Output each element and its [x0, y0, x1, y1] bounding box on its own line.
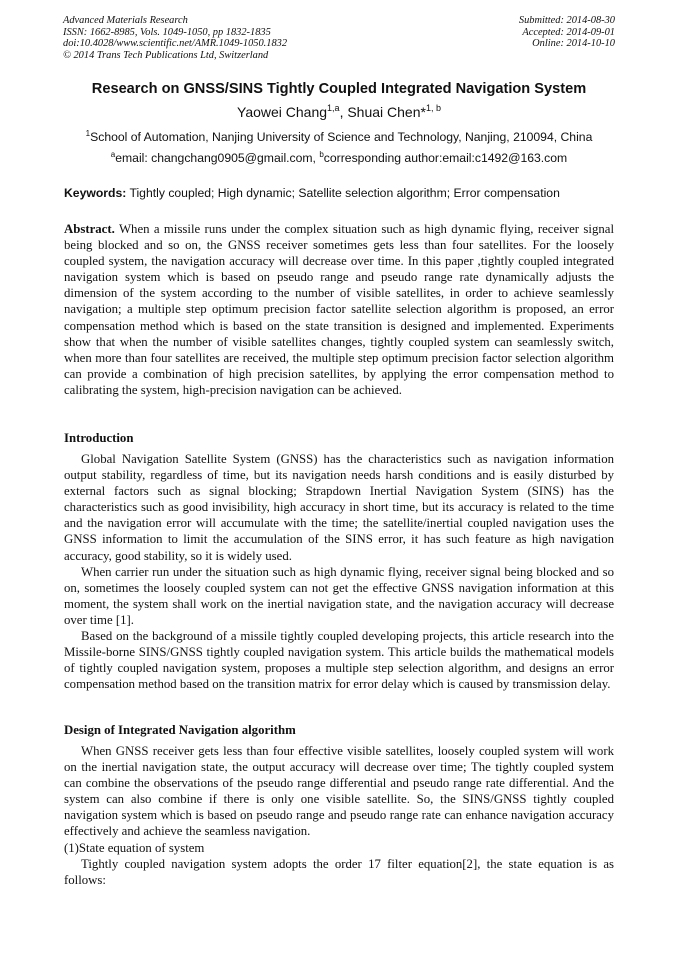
journal-header-left [63, 15, 287, 61]
design-body [64, 743, 614, 888]
author-2-sup: 1, b [425, 103, 441, 113]
affiliation-line [0, 130, 678, 145]
abstract [64, 221, 614, 398]
introduction-body [64, 451, 614, 692]
email-line [0, 151, 678, 166]
keywords-text: Tightly coupled; High dynamic; Satellite selection algorithm; Error compensation [129, 186, 560, 200]
design-heading: Design of Integrated Navigation algorithm [64, 723, 296, 737]
email-a-sup: a [110, 150, 116, 159]
online-date: Online: 2014-10-10 [532, 38, 615, 50]
journal-name: Advanced Materials Research [63, 15, 188, 26]
email-b: corresponding author:email:c1492@163.com [323, 151, 568, 165]
state-equation-subheading: (1)State equation of system [64, 840, 205, 855]
email-b-sup: b [319, 150, 324, 159]
abstract-text: When a missile runs under the complex situation such as high dynamic flying, receiver signal being blocked and so on, the GNSS receiver sometimes gets less than four satellites. For the loosely coupled system, the navigation accuracy will decrease over time. In this paper ,tightly coupled integrated navigation system which is based on pseudo range and pseudo range rate dynamically adjusts the dimension of the system according to the number of visible satellites, in order to achieve seamlessly navigation; a multiple step optimum precision factor satellite selection algorithm is proposed, an error compensation method which is based on the state transition is designed and implemented. Experiments show that when the number of visible satellites changes, tightly coupled system can seamlessly switch, when more than four satellites are received, the multiple step optimum precision factor selection algorithm can provide a combination of high precision satellites, by applying the error compensation method to calibrating the system, high-precision navigation can be achieved. [64, 222, 614, 397]
author-1: Yaowei Chang [237, 104, 328, 120]
author-2: Shuai Chen* [347, 104, 426, 120]
abstract-label: Abstract. [64, 222, 115, 236]
email-a: email: changchang0905@gmail.com, [115, 151, 320, 165]
intro-paragraph-3: Based on the background of a missile tightly coupled developing projects, this article research into the Missile-borne SINS/GNSS tightly coupled navigation system. This article builds the mathematical models of tightly coupled navigation system, proposes a multiple step selection algorithm, and designs an error compensation method based on the transition matrix for error delay which is caused by transmission delay. [64, 629, 614, 692]
author-1-sup: 1,a [327, 103, 340, 113]
design-paragraph-1: When GNSS receiver gets less than four effective visible satellites, loosely coupled system will work on the inertial navigation state, the output accuracy will decrease over time; The tightly coupled system can combine the observations of the pseudo range differential and pseudo range rate differential. And the system can also combine if there is only one visible satellite. So, the SINS/GNSS tightly coupled navigation system which is based on pseudo range and pseudo range rate can enhance navigation accuracy effectively and achieve the seamless navigation. [64, 744, 614, 839]
submitted-date: Submitted: 2014-08-30 [518, 15, 615, 26]
intro-paragraph-1: Global Navigation Satellite System (GNSS) has the characteristics such as navigation information output stability, regardless of time, but its navigation needs harsh conditions and is easily disturbed by external factors such as signal blocking; Strapdown Inertial Navigation System (SINS) has the characteristics such as good invisibility, high accuracy in short time, but its accuracy is related to the time and the navigation error will accumulate with the time; the satellite/inertial coupled navigation uses the GNSS information to limit the accumulation of the SINS error, it has such feature as high navigation accuracy, good stability, so it is widely used. [64, 452, 614, 563]
affiliation-sup: 1 [85, 129, 91, 138]
author-separator: , [339, 104, 348, 120]
keywords-line [64, 185, 614, 201]
doi-line: doi:10.4028/www.scientific.net/AMR.1049-1050.1832 [63, 38, 288, 50]
issn-line: ISSN: 1662-8985, Vols. 1049-1050, pp 1832-1835 [63, 26, 271, 38]
paper-title: Research on GNSS/SINS Tightly Coupled Integrated Navigation System [91, 81, 587, 97]
author-line [0, 103, 678, 121]
keywords-label: Keywords: [64, 186, 127, 200]
journal-header-right [519, 15, 615, 50]
copyright-line: © 2014 Trans Tech Publications Ltd, Switzerland [63, 49, 269, 61]
introduction-heading: Introduction [64, 431, 134, 445]
intro-paragraph-2: When carrier run under the situation such as high dynamic flying, receiver signal being blocked and so on, sometimes the loosely coupled system can not get the effective GNSS navigation information at this moment, the system shall work on the inertial navigation state, and the navigation accuracy will decrease over time [1]. [64, 564, 614, 627]
affiliation-text: School of Automation, Nanjing University of Science and Technology, Nanjing, 210094, China [90, 130, 593, 144]
design-paragraph-2: Tightly coupled navigation system adopts the order 17 filter equation[2], the state equation is as follows: [64, 856, 614, 887]
accepted-date: Accepted: 2014-09-01 [522, 26, 615, 38]
